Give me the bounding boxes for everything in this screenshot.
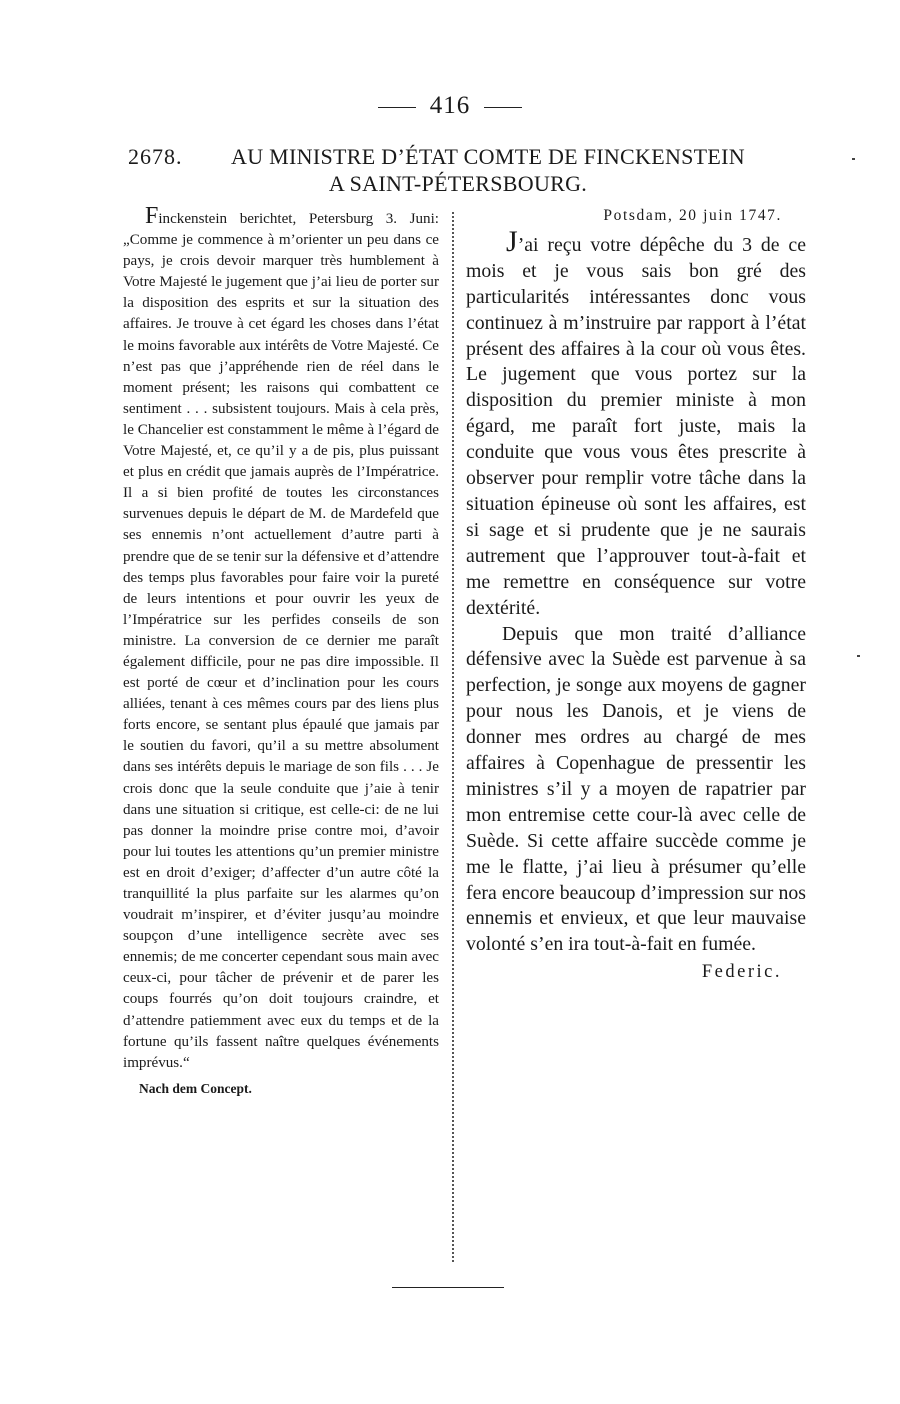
letter-paragraph-2: Depuis que mon traité d’alliance défensive avec la Suède est parvenue à sa perfection, je songe aux moyens de gagner pour nous les Danois, et je viens de donner mes ordres au chargé de mes affaires à Copenhague de pressentir les ministres s’il y a moyen de rapatrier par mon entremise cette cour-là avec celle de Suède. Si cette affaire succède comme je me le flatte, j’ai lieu à présumer qu’elle fera encore beaucoup d’impression sur nos ennemis et envieux, et que leur mauvaise volonté s’en ira tout-à-fait en fumée. (466, 622, 806, 956)
report-dropcap: F (145, 203, 159, 229)
report-summary-paragraph (123, 203, 439, 1074)
left-dash (378, 107, 416, 108)
letter-number: 2678. (128, 144, 183, 169)
heading-line-2: A SAINT-PÉTERSBOURG. (328, 171, 588, 196)
report-summary-text: inckenstein berichtet, Petersburg 3. Juni: „Comme je commence à m’orienter un peu dans ce pays, je crois devoir marquer très humblement à Votre Majesté le jugement que j’ai lieu de porter sur la disposition des esprits et sur la situation des affaires. Je trouve à cet égard les choses dans l’état le moins favorable aux intérêts de Votre Majesté. Ce n’est pas que j’appréhende rien de réel dans le moment présent; les raisons qui combattent ce sentiment . . . subsistent toujours. Mais à cela près, le Chancelier est constamment le même à l’égard de Votre Majesté, et, ce qu’il y a de pis, plus puissant et plus en crédit que jamais auprès de l’Impératrice. Il a si bien profité de toutes les circonstances survenues depuis le départ de M. de Mardefeld que ses ennemis n’ont actuellement d’autre parti à prendre que de se tenir sur la défensive et d’attendre des temps plus favorables pour faire voir la pureté de leurs intentions et pour ouvrir les yeux de l’Impératrice sur les perfides conseils de son ministre. La conversion de ce dernier me paraît également difficile, pour ne pas dire impossible. Il est porté de cœur et d’inclination pour les cours alliées, tenant à ces mêmes cours par des liens plus forts encore, se sentant plus épaulé que jamais par le soutien du favori, qu’il a su mettre absolument dans ses intérêts depuis le mariage de son fils . . . Je crois donc que la seule conduite que j’aie à tenir dans une situation si critique, est celle-ci: de ne lui pas donner la moindre prise contre moi, d’avoir pour lui toutes les attentions qu’un premier ministre est en droit d’exiger; d’affecter d’un autre côté la tranquillité la plus parfaite sur les alarmes qu’on voudrait m’inspirer, et d’éviter jusqu’au moindre soupçon d’une intelligence secrète avec ses ennemis; de me concerter cependant sous main avec ceux-ci, pour tâcher de prévenir et de parer les coups fourrés qu’on doit toujours craindre, et d’attendre patiemment avec eux du temps et de la fortune qu’ils fassent naître quelques événements imprévus.“ (123, 211, 439, 1071)
end-rule (392, 1287, 504, 1288)
margin-speck (857, 655, 860, 657)
signature: Federic. (701, 962, 782, 983)
dateline: Potsdam, 20 juin 1747. (603, 207, 782, 224)
letter-paragraph-1 (466, 224, 806, 622)
column-divider (452, 212, 454, 1262)
letter-paragraph-1-text: ’ai reçu votre dépêche du 3 de ce mois et je vous sais bon gré des particularités intéressantes donc vous continuez à m’instruire par rapport à l’état présent des affaires à la cour où vous êtes. Le jugement que vous portez sur la disposition du premier ministe à mon égard, me paraît fort juste, mais la conduite que vous vous êtes prescrite à observer pour remplir votre tâche dans la situation épineuse où sont les affaires, est si sage et si prudente que je ne saurais autrement que l’approuver tout-à-fait et me remettre en conséquence sur votre dextérité. (466, 233, 806, 619)
letter-body-column (466, 203, 806, 986)
heading-line-1: AU MINISTRE D’ÉTAT COMTE DE FINCKENSTEIN (231, 144, 745, 169)
page-number-line (0, 92, 900, 120)
letter-dropcap: J (506, 224, 518, 258)
source-note: Nach dem Concept. (139, 1080, 252, 1096)
margin-speck (852, 158, 855, 160)
letter-heading (128, 143, 788, 197)
right-dash (484, 107, 522, 108)
report-summary-column (123, 203, 439, 1099)
page-number: 416 (429, 92, 471, 119)
